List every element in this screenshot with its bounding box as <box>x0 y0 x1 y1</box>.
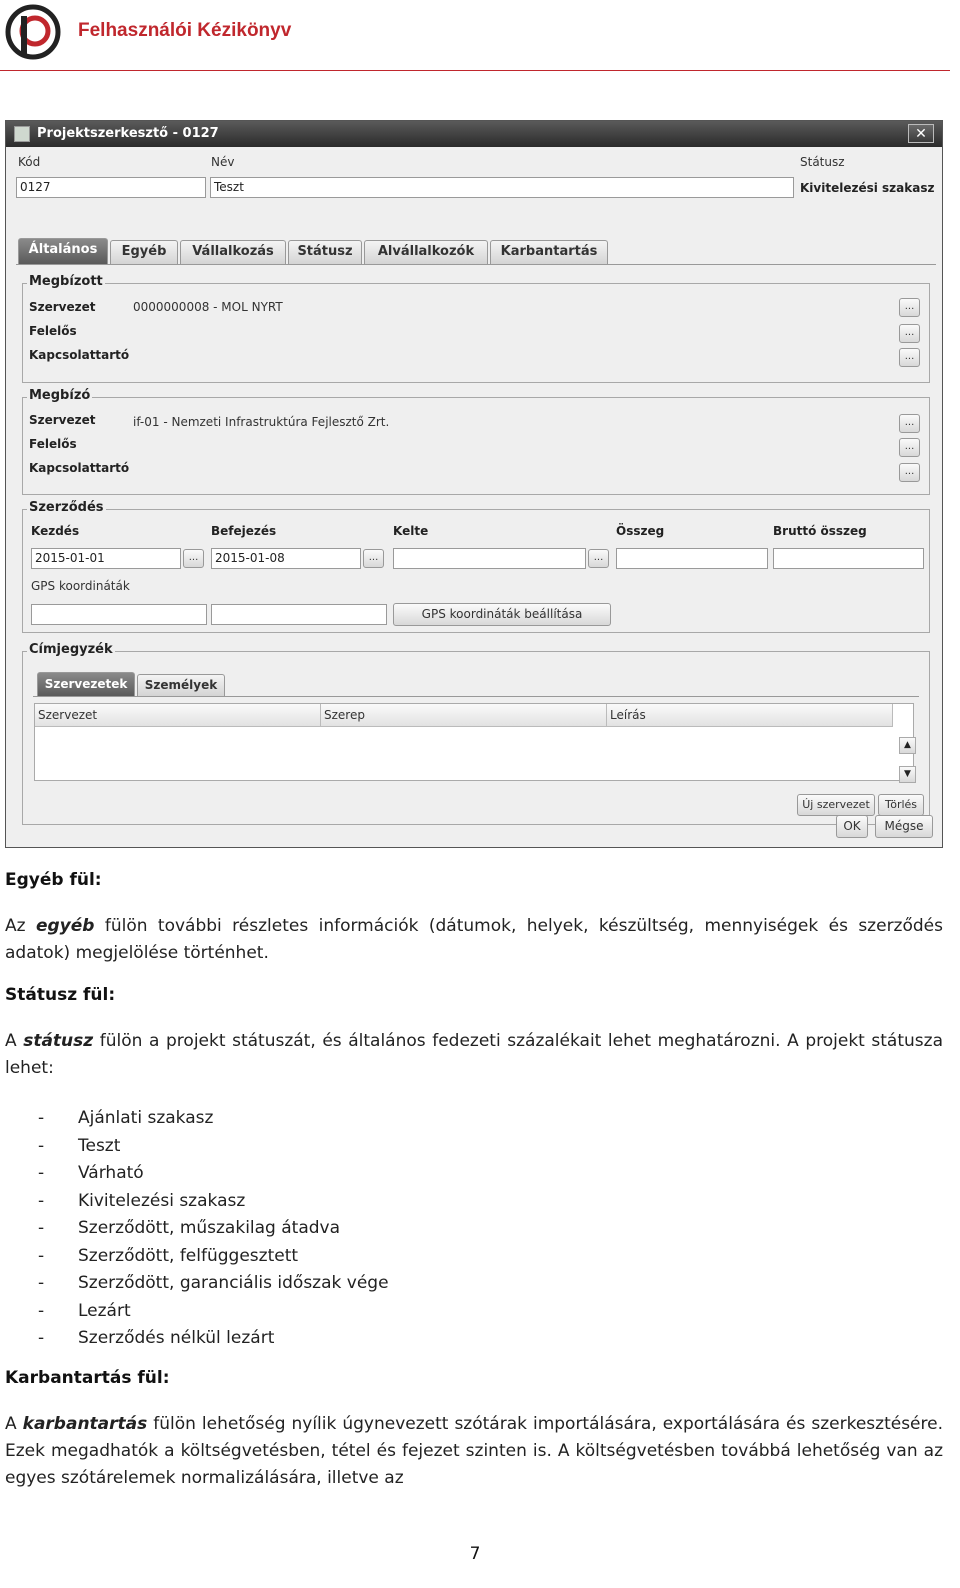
kezdes-input[interactable]: 2015-01-01 <box>31 548 181 569</box>
megbizo-kapcsolattarto-picker-button[interactable]: ... <box>899 463 920 482</box>
cimjegyzek-title: Címjegyzék <box>29 642 113 657</box>
kelte-input[interactable] <box>393 548 586 569</box>
kelte-date-button[interactable]: ... <box>588 549 609 568</box>
megbizott-felelos-label: Felelős <box>29 324 77 338</box>
brutto-osszeg-label: Bruttó összeg <box>773 524 867 538</box>
karbantartas-paragraph: A karbantartás fülön lehetőség nyílik úgynevezett szótárak importálására, exportálására és szerkesztésére. Ezek megadhatók a költségvetésben, tétel és fejezet szinten is. A költségvetésben továbbá lehetőség van az egyes szótárelemek normalizálására, illetve az <box>5 1414 943 1488</box>
megbizott-szervezet-picker-button[interactable]: ... <box>899 298 920 317</box>
brutto-osszeg-input[interactable] <box>773 548 924 569</box>
megbizott-title: Megbízott <box>29 274 103 289</box>
egyeb-heading: Egyéb fül: <box>5 870 102 890</box>
megbizo-felelos-label: Felelős <box>29 437 77 451</box>
gps-label: GPS koordináták <box>31 579 130 593</box>
befejezes-input[interactable]: 2015-01-08 <box>211 548 361 569</box>
kezdes-date-button[interactable]: ... <box>183 549 204 568</box>
new-organization-button[interactable]: Új szervezet <box>797 794 875 816</box>
grid-col-szerep[interactable]: Szerep <box>321 704 607 727</box>
gps-lon-input[interactable] <box>211 604 387 625</box>
list-item: - Szerződés nélkül lezárt <box>38 1328 275 1348</box>
window-titlebar <box>6 121 942 147</box>
list-item: - Várható <box>38 1163 144 1183</box>
gps-lat-input[interactable] <box>31 604 207 625</box>
grid-col-szervezet[interactable]: Szervezet <box>35 704 321 727</box>
cancel-button[interactable]: Mégse <box>875 815 933 838</box>
cimjegyzek-group <box>22 642 930 825</box>
tab-karbantartas[interactable]: Karbantartás <box>490 240 608 264</box>
megbizo-felelos-picker-button[interactable]: ... <box>899 438 920 457</box>
subtab-szemelyek[interactable]: Személyek <box>137 674 225 696</box>
gps-set-button[interactable]: GPS koordináták beállítása <box>393 603 611 626</box>
megbizo-kapcsolattarto-label: Kapcsolattartó <box>29 461 130 475</box>
brand-title: Felhasználói Kézikönyv <box>78 20 292 41</box>
tab-vallalkozas[interactable]: Vállalkozás <box>180 240 286 264</box>
close-button[interactable]: ✕ <box>908 124 934 143</box>
egyeb-paragraph: Az egyéb fülön további részletes információk (dátumok, helyek, készültség, mennyiségek és szerződés adatok) megjelölése történhet. <box>5 916 943 963</box>
list-item: - Szerződött, műszakilag átadva <box>38 1218 341 1238</box>
subtab-szervezetek[interactable]: Szervezetek <box>37 672 135 696</box>
list-item: - Kivitelezési szakasz <box>38 1190 246 1211</box>
nev-label: Név <box>211 155 235 169</box>
status-list <box>38 1105 389 1353</box>
megbizo-title: Megbízó <box>29 388 91 403</box>
list-item: - Ajánlati szakasz <box>38 1108 214 1128</box>
befejezes-date-button[interactable]: ... <box>363 549 384 568</box>
kod-input[interactable]: 0127 <box>16 177 206 198</box>
megbizo-szervezet-value: if-01 - Nemzeti Infrastruktúra Fejlesztő Zrt. <box>133 415 390 429</box>
tab-altalanos[interactable]: Általános <box>18 238 108 264</box>
page-header <box>0 0 960 72</box>
szerzodes-group <box>22 500 930 633</box>
megbizott-felelos-picker-button[interactable]: ... <box>899 324 920 343</box>
kod-label: Kód <box>18 155 41 169</box>
grid-col-leiras[interactable]: Leírás <box>607 704 893 727</box>
list-item: - Lezárt <box>38 1300 131 1321</box>
nev-input[interactable]: Teszt <box>210 177 794 198</box>
megbizo-szervezet-label: Szervezet <box>29 413 96 427</box>
megbizott-szervezet-value: 0000000008 - MOL NYRT <box>133 300 283 314</box>
main-tabbar <box>16 237 936 265</box>
scroll-up-icon[interactable]: ▲ <box>899 737 916 754</box>
megbizott-kapcsolattarto-label: Kapcsolattartó <box>29 348 130 362</box>
befejezes-label: Befejezés <box>211 524 277 538</box>
subtab-divider <box>33 696 919 697</box>
delete-button[interactable]: Törlés <box>878 794 924 816</box>
header-divider <box>0 70 950 71</box>
tab-alvallalkozok[interactable]: Alvállalkozók <box>364 240 488 264</box>
szerzodes-title: Szerződés <box>29 500 104 515</box>
pd-logo-icon <box>5 4 61 60</box>
status-value: Kivitelezési szakasz <box>800 181 935 195</box>
project-editor-window <box>5 120 943 848</box>
kelte-label: Kelte <box>393 524 429 538</box>
window-body <box>6 147 942 847</box>
app-icon <box>14 126 30 142</box>
kezdes-label: Kezdés <box>31 524 80 538</box>
window-title: Projektszerkesztő - 0127 <box>37 126 219 141</box>
status-label: Státusz <box>800 155 845 169</box>
statusz-paragraph: A státusz fülön a projekt státuszát, és általános fedezeti százalékait lehet meghatározni. A projekt státusza lehet: <box>5 1031 943 1078</box>
osszeg-input[interactable] <box>616 548 768 569</box>
osszeg-label: Összeg <box>616 524 665 538</box>
tab-egyeb[interactable]: Egyéb <box>110 240 178 264</box>
list-item: - Szerződött, felfüggesztett <box>38 1245 299 1266</box>
megbizott-kapcsolattarto-picker-button[interactable]: ... <box>899 348 920 367</box>
tab-statusz[interactable]: Státusz <box>288 240 362 264</box>
megbizo-group <box>22 388 930 495</box>
list-item: - Szerződött, garanciális időszak vége <box>38 1273 389 1293</box>
megbizott-group <box>22 274 930 383</box>
scroll-down-icon[interactable]: ▼ <box>899 766 916 783</box>
ok-button[interactable]: OK <box>836 815 868 838</box>
address-grid[interactable] <box>34 703 914 781</box>
statusz-heading: Státusz fül: <box>5 985 116 1005</box>
list-item: - Teszt <box>38 1135 121 1156</box>
megbizott-szervezet-label: Szervezet <box>29 300 96 314</box>
karbantartas-heading: Karbantartás fül: <box>5 1368 170 1388</box>
megbizo-szervezet-picker-button[interactable]: ... <box>899 414 920 433</box>
page-number: 7 <box>469 1544 481 1564</box>
